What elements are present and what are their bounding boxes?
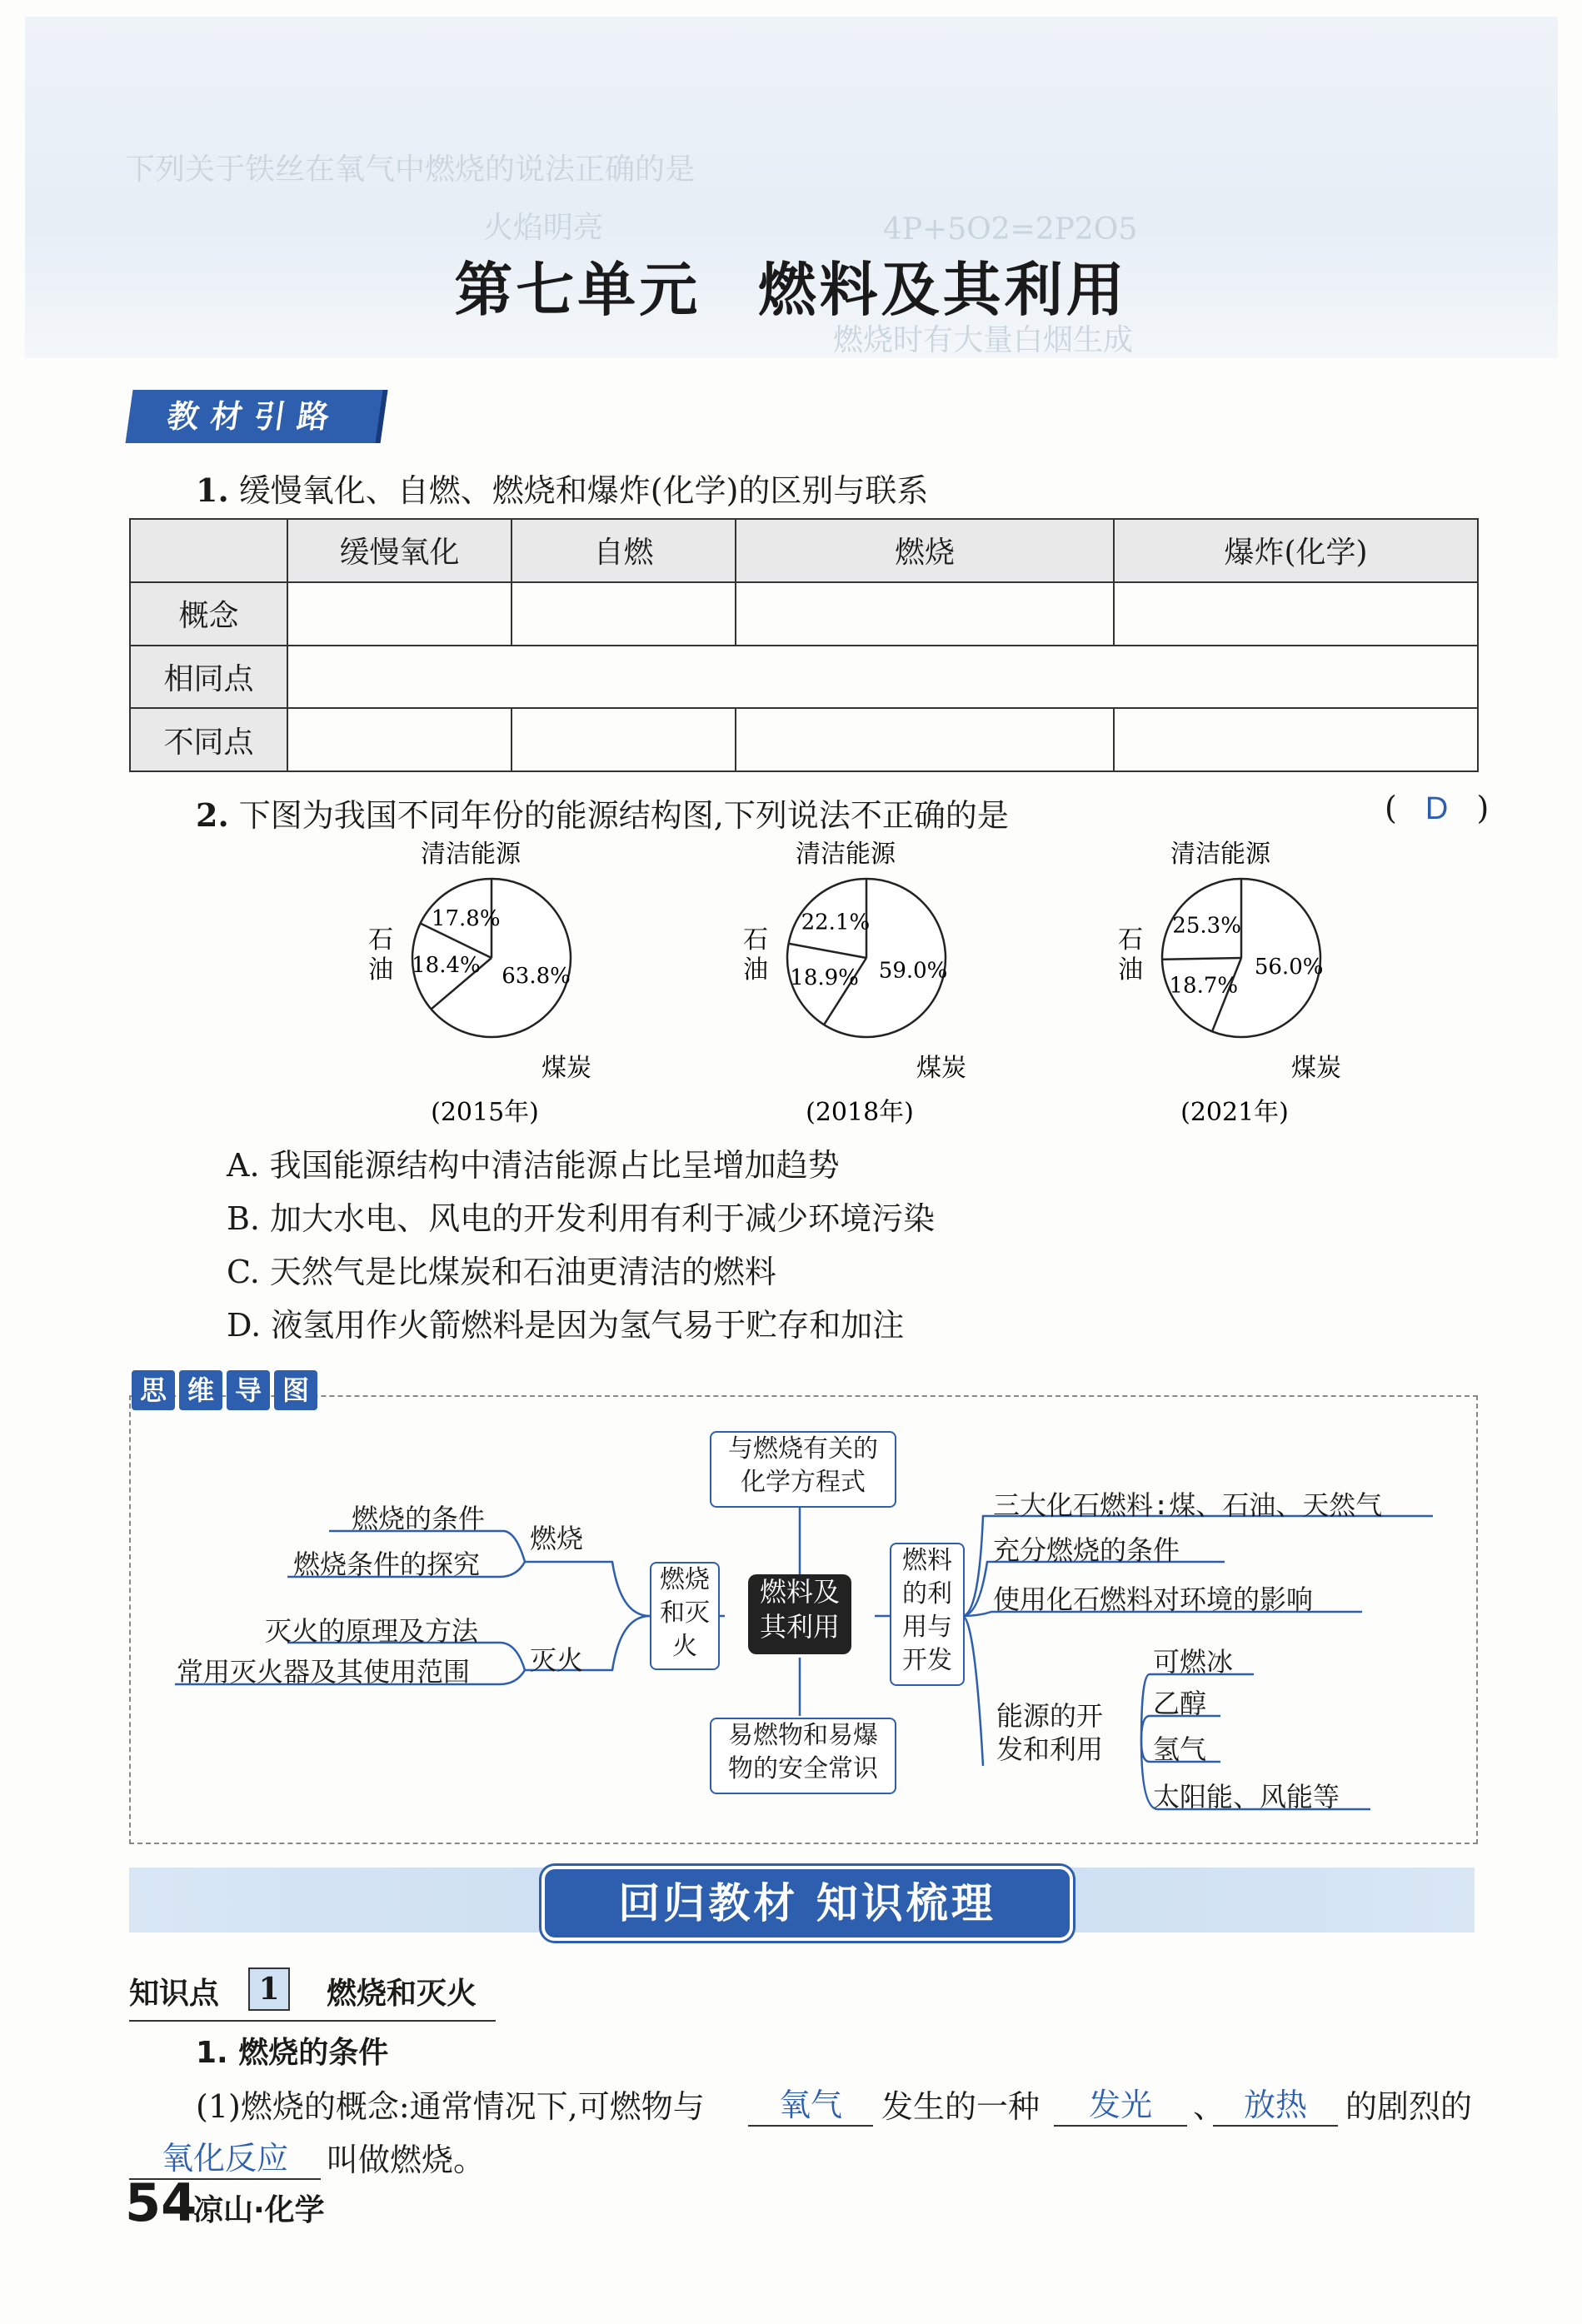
mindmap-leaf: 氢气 [1153, 1733, 1207, 1765]
unit-name: 燃料及其利用 [757, 255, 1128, 324]
section-banner: 回归教材 知识梳理 [541, 1866, 1073, 1941]
pie-title: (2021年) [1180, 1098, 1289, 1127]
mindmap-node-equations [710, 1431, 896, 1508]
pie-category-label: 油 [1118, 955, 1143, 985]
text-line: (1)燃烧的概念:通常情况下,可燃物与 [196, 2088, 705, 2125]
mindmap-leaf: 太阳能、风能等 [1153, 1781, 1340, 1813]
column-header: 爆炸(化学) [1114, 519, 1478, 582]
pie-title: (2015年) [431, 1098, 539, 1127]
pie-category-label: 煤炭 [1291, 1054, 1341, 1083]
mindmap-badge-char: 导 [227, 1370, 270, 1410]
pie-category-label: 油 [743, 955, 768, 985]
mindmap-leaf: 常用灭火器及其使用范围 [177, 1656, 471, 1688]
column-header: 燃烧 [736, 519, 1114, 582]
text-separator: 、 [1193, 2088, 1225, 2125]
pie-category-label: 石 [1118, 925, 1143, 955]
pie-value-label: 56.0% [1254, 954, 1324, 980]
question-number: 1. [196, 471, 229, 509]
option-a[interactable]: A. 我国能源结构中清洁能源占比呈增加趋势 [227, 1147, 840, 1184]
question-text: 下图为我国不同年份的能源结构图,下列说法不正确的是 [238, 797, 1009, 834]
pie-value-label: 22.1% [801, 910, 871, 935]
pie-category-label: 油 [368, 955, 393, 985]
pie-category-label: 清洁能源 [421, 840, 521, 869]
mindmap-center [748, 1574, 851, 1654]
option-c[interactable]: C. 天然气是比煤炭和石油更清洁的燃料 [227, 1254, 776, 1290]
text-line: 的剧烈的 [1345, 2088, 1473, 2125]
knowledge-point-label: 知识点 [129, 1977, 220, 2011]
ghost-text: 4P+5O2=2P2O5 [883, 212, 1138, 247]
answer-choice: D [1425, 791, 1449, 826]
question-text: 缓慢氧化、自燃、燃烧和爆炸(化学)的区别与联系 [238, 472, 929, 509]
knowledge-point-number: 1 [248, 1967, 290, 2011]
mindmap-leaf: 燃烧的条件 [352, 1503, 486, 1534]
column-header: 缓慢氧化 [287, 519, 512, 582]
node-line: 和灭 [660, 1598, 710, 1628]
pie-category-label: 石 [743, 925, 768, 955]
node-line: 用与 [902, 1613, 952, 1642]
text-line: 发生的一种 [881, 2088, 1041, 2125]
sub-heading: 1. 燃烧的条件 [196, 2036, 389, 2070]
node-line: 物的安全常识 [728, 1754, 878, 1783]
node-line: 燃料及 [759, 1576, 840, 1608]
pie-category-label: 煤炭 [541, 1054, 591, 1083]
node-line: 火 [672, 1632, 697, 1661]
ghost-text: 下列关于铁丝在氧气中燃烧的说法正确的是 [125, 152, 696, 187]
node-line: 燃料 [902, 1546, 952, 1575]
node-line: 易燃物和易爆 [728, 1721, 878, 1750]
node-line: 与燃烧有关的 [728, 1434, 878, 1464]
pie-category-label: 清洁能源 [1170, 840, 1270, 869]
fill-blank[interactable]: 氧化反应 [129, 2132, 321, 2180]
mindmap-fire: 灭火 [530, 1644, 584, 1676]
node-line: 能源的开 [996, 1700, 1104, 1732]
mindmap-burn: 燃烧 [530, 1523, 584, 1554]
mindmap-leaf: 乙醇 [1153, 1688, 1207, 1719]
node-line: 发和利用 [996, 1733, 1104, 1765]
mindmap-energy [996, 1699, 1103, 1766]
mindmap-node-fuel-use [890, 1543, 965, 1686]
pie-category-label: 清洁能源 [796, 840, 896, 869]
pie-value-label: 18.9% [790, 965, 859, 991]
option-b[interactable]: B. 加大水电、风电的开发利用有利于减少环境污染 [227, 1200, 936, 1237]
mindmap-leaf: 灭火的原理及方法 [265, 1615, 479, 1647]
option-d[interactable]: D. 液氢用作火箭燃料是因为氢气易于贮存和加注 [227, 1307, 905, 1344]
node-line: 化学方程式 [741, 1468, 866, 1497]
row-header: 不同点 [130, 708, 287, 771]
node-line: 其利用 [759, 1611, 840, 1643]
mindmap-leaf: 可燃冰 [1153, 1646, 1234, 1678]
book-title: 凉山·化学 [193, 2193, 325, 2227]
column-header: 自燃 [512, 519, 736, 582]
bracket-close: ) [1476, 790, 1490, 826]
pie-value-label: 59.0% [878, 958, 948, 984]
fill-blank[interactable]: 氧气 [748, 2079, 873, 2127]
fill-blank[interactable]: 放热 [1213, 2079, 1338, 2127]
pie-value-label: 25.3% [1172, 913, 1241, 939]
pie-title: (2018年) [806, 1098, 914, 1127]
unit-number: 第七单元 [454, 255, 701, 324]
question-number: 2. [196, 796, 229, 834]
ghost-text: 燃烧时有大量白烟生成 [833, 323, 1134, 357]
mindmap-badge-char: 维 [179, 1370, 222, 1410]
page-number: 54 [125, 2172, 197, 2233]
mindmap-node-combustion [650, 1562, 720, 1670]
pie-value-label: 63.8% [502, 964, 571, 990]
fill-blank[interactable]: 发光 [1054, 2079, 1187, 2127]
bracket-open: ( [1385, 790, 1397, 826]
pie-category-label: 煤炭 [916, 1054, 966, 1083]
mindmap-badge-char: 思 [132, 1370, 175, 1410]
mindmap-leaf: 燃烧条件的探究 [293, 1549, 481, 1580]
pie-value-label: 18.7% [1169, 973, 1239, 999]
pie-category-label: 石 [368, 925, 393, 955]
section-badge: 教材引路 [126, 390, 388, 443]
ghost-text: 火焰明亮 [483, 211, 604, 245]
mindmap-badge-char: 图 [274, 1370, 317, 1410]
mindmap-node-safety [710, 1718, 896, 1794]
text-line: 叫做燃烧。 [327, 2142, 486, 2178]
node-line: 开发 [902, 1646, 952, 1675]
pie-value-label: 17.8% [431, 905, 501, 931]
node-line: 燃烧 [660, 1565, 710, 1594]
row-header: 概念 [130, 582, 287, 646]
pie-value-label: 18.4% [412, 952, 481, 978]
node-line: 的利 [902, 1579, 952, 1608]
row-header: 相同点 [130, 646, 287, 709]
knowledge-point-title: 燃烧和灭火 [327, 1977, 477, 2011]
mindmap-leaf: 使用化石燃料对环境的影响 [993, 1583, 1314, 1615]
mindmap-leaf: 充分燃烧的条件 [993, 1534, 1180, 1566]
divider [129, 2020, 496, 2022]
mindmap-leaf: 三大化石燃料:煤、石油、天然气 [993, 1489, 1383, 1521]
